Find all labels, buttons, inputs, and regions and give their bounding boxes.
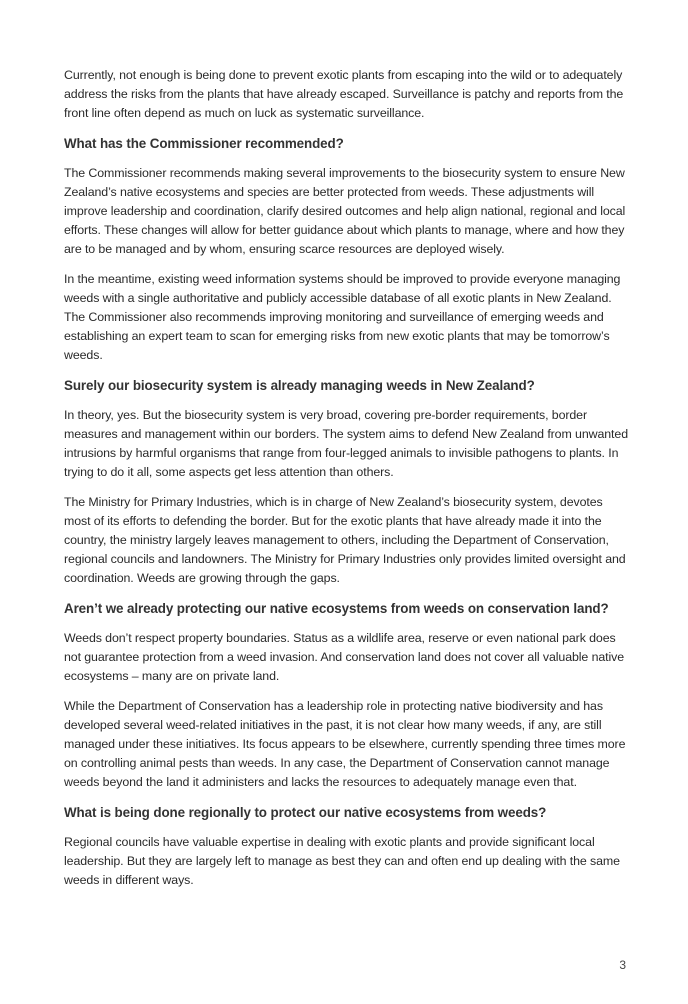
body-paragraph: In theory, yes. But the biosecurity system is very broad, covering pre-border requirements, border measures and management within our borders. The system aims to defend New Zealand from unwanted intrusions by harmful organisms that range from four-legged animals to invisible pathogens to plants. In trying to do it all, some aspects get less attention than others. [64,408,628,479]
body-paragraph: Weeds don’t respect property boundaries. Status as a wildlife area, reserve or even national park does not guarantee protection from a weed invasion. And conservation land does not cover all valuable native ecosystems – many are on private land. [64,631,625,683]
body-paragraph: While the Department of Conservation has a leadership role in protecting native biodiversity and has developed several weed-related initiatives in the past, it is not clear how many weeds, if any, are still managed under these initiatives. Its focus appears to be elsewhere, currently spending three times more on controlling animal pests than weeds. In any case, the Department of Conservation cannot manage weeds beyond the land it administers and lacks the resources to adequately manage even that. [64,699,626,789]
section-heading: What is being done regionally to protect our native ecosystems from weeds? [64,805,547,820]
section-heading: Surely our biosecurity system is already managing weeds in New Zealand? [64,378,535,393]
body-paragraph: The Ministry for Primary Industries, which is in charge of New Zealand’s biosecurity system, devotes most of its efforts to defending the border. But for the exotic plants that have already made it into the country, the ministry largely leaves management to others, including the Department of Conservation, regional councils and landowners. The Ministry for Primary Industries only provides limited oversight and coordination. Weeds are growing through the gaps. [64,495,626,585]
body-paragraph: In the meantime, existing weed information systems should be improved to provide everyone managing weeds with a single authoritative and publicly accessible database of all exotic plants in New Zealand. The Commissioner also recommends improving monitoring and surveillance of emerging weeds and establishing an expert team to scan for emerging risks from new exotic plants that may be tomorrow’s weeds. [64,272,621,362]
body-paragraph: The Commissioner recommends making several improvements to the biosecurity system to ensure New Zealand’s native ecosystems and species are better protected from weeds. These adjustments will improve leadership and coordination, clarify desired outcomes and help align national, regional and local efforts. These changes will allow for better guidance about which plants to manage, where and how they are to be managed and by whom, ensuring scarce resources are deployed wisely. [64,166,626,256]
section-heading: Aren’t we already protecting our native ecosystems from weeds on conservation land? [64,601,609,616]
body-paragraph: Currently, not enough is being done to prevent exotic plants from escaping into the wild or to adequately address the risks from the plants that have already escaped. Surveillance is patchy and reports from the front line often depend as much on luck as systematic surveillance. [64,68,624,120]
body-paragraph: Regional councils have valuable expertise in dealing with exotic plants and provide significant local leadership. But they are largely left to manage as best they can and often end up dealing with the same weeds in different ways. [64,835,620,887]
page-number: 3 [619,958,626,972]
document-page [64,66,630,901]
section-heading: What has the Commissioner recommended? [64,136,344,151]
